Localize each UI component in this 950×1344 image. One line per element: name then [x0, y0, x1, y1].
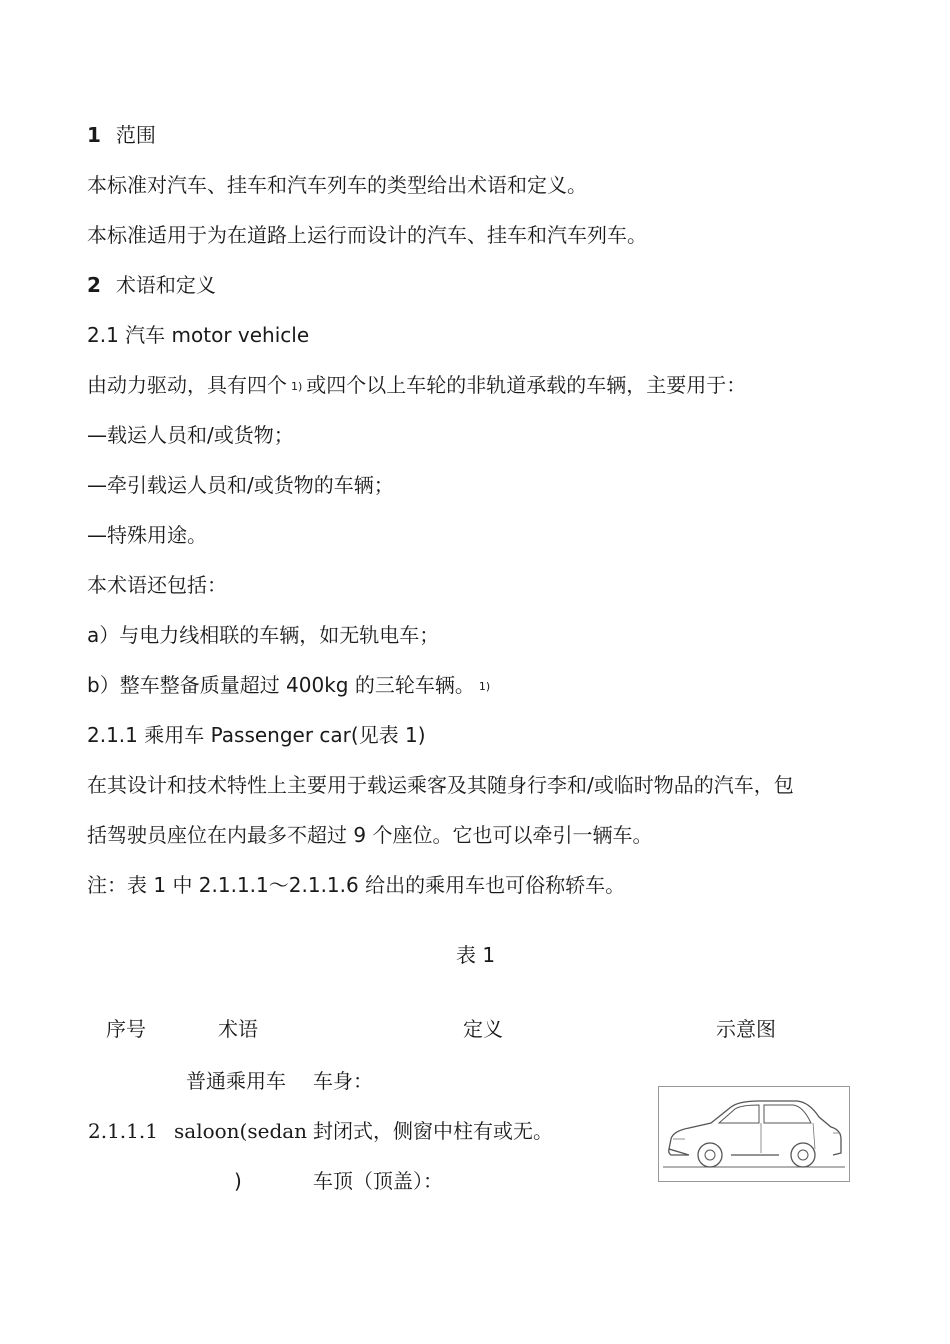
subsection-heading: 2.1.1 乘用车 Passenger car(见表 1)	[87, 723, 426, 747]
footnote-marker: 1)	[478, 680, 491, 693]
definition-paragraph: 括驾驶员座位在内最多不超过 9 个座位。它也可以牵引一辆车。	[87, 823, 653, 847]
term-cell-line: 普通乘用车	[186, 1069, 286, 1093]
section-number: 2	[87, 273, 101, 297]
definition-paragraph	[87, 372, 746, 400]
section-number: 1	[87, 123, 101, 147]
row-number: 2.1.1.1	[88, 1119, 158, 1143]
dash-item: —牵引载运人员和/或货物的车辆；	[87, 473, 394, 497]
table-header-definition: 定义	[463, 1017, 503, 1041]
list-item-text: b）整车整备质量超过 400kg 的三轮车辆。	[87, 673, 475, 697]
note: 注：表 1 中 2.1.1.1～2.1.1.6 给出的乘用车也可俗称轿车。	[87, 873, 626, 897]
list-item	[87, 672, 494, 700]
table-caption: 表 1	[456, 943, 496, 967]
term-cell-line: saloon(sedan	[174, 1119, 308, 1143]
section-1-heading	[87, 122, 156, 148]
dash-item: —载运人员和/或货物；	[87, 423, 294, 447]
definition-text: 或四个以上车轮的非轨道承载的车辆，主要用于：	[306, 373, 747, 397]
table-header-term: 术语	[218, 1017, 258, 1041]
table-header-figure: 示意图	[716, 1017, 776, 1041]
footnote-marker: 1)	[291, 380, 303, 393]
definition-paragraph: 在其设计和技术特性上主要用于载运乘客及其随身行李和/或临时物品的汽车，包	[87, 773, 794, 797]
subsection-heading: 2.1 汽车 motor vehicle	[87, 323, 310, 347]
section-2-heading	[87, 272, 216, 298]
section-title: 术语和定义	[115, 273, 216, 297]
paragraph: 本术语还包括：	[87, 573, 227, 597]
definition-cell-line: 封闭式，侧窗中柱有或无。	[313, 1119, 553, 1143]
definition-text: 由动力驱动，具有四个	[87, 373, 287, 397]
term-cell-line: )	[234, 1169, 242, 1193]
list-item: a）与电力线相联的车辆，如无轨电车；	[87, 623, 440, 647]
definition-cell-line: 车身：	[313, 1069, 373, 1093]
table-header-number: 序号	[106, 1017, 146, 1041]
sedan-car-illustration	[658, 1086, 850, 1182]
paragraph: 本标准适用于为在道路上运行而设计的汽车、挂车和汽车列车。	[87, 223, 647, 247]
dash-item: —特殊用途。	[87, 523, 207, 547]
section-title: 范围	[115, 123, 156, 147]
sedan-car-icon	[659, 1087, 849, 1181]
paragraph: 本标准对汽车、挂车和汽车列车的类型给出术语和定义。	[87, 173, 587, 197]
definition-cell-line: 车顶（顶盖）：	[313, 1169, 443, 1193]
